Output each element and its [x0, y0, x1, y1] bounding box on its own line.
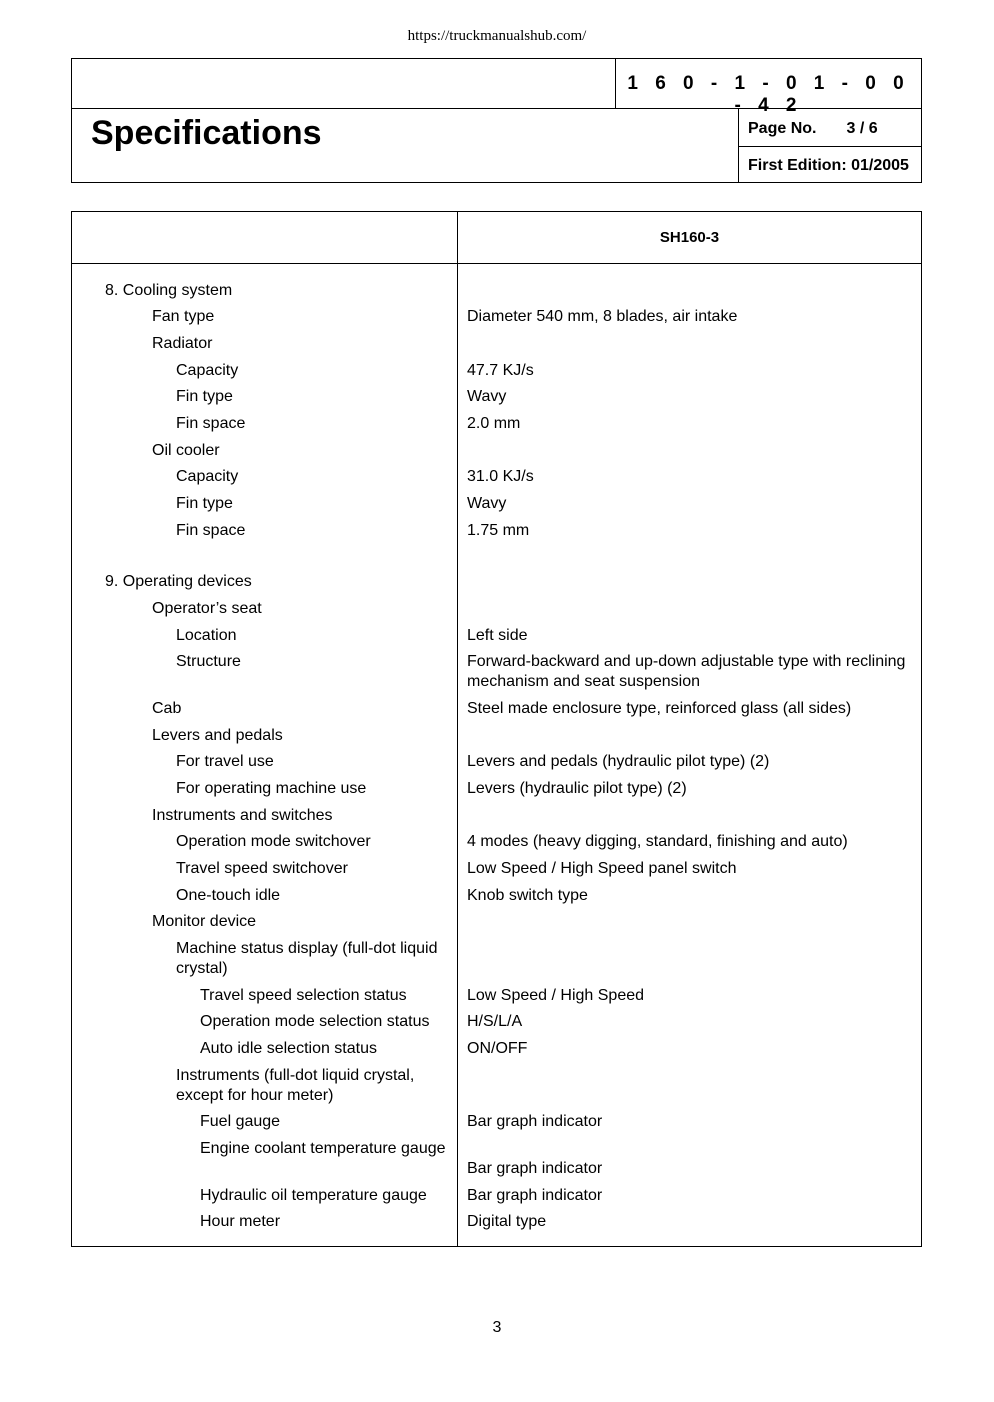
spec-value: Diameter 540 mm, 8 blades, air intake — [467, 308, 738, 325]
spec-value: Levers (hydraulic pilot type) (2) — [467, 780, 687, 797]
spec-label: Machine status display (full-dot liquid crystal) — [176, 940, 438, 977]
spec-label: Operator’s seat — [152, 600, 262, 617]
column-divider — [457, 212, 458, 1246]
spec-label: For travel use — [176, 753, 274, 770]
header-divider — [738, 146, 921, 147]
spec-value: Knob switch type — [467, 887, 588, 904]
spec-label: Monitor device — [152, 913, 257, 930]
page-title: Specifications — [91, 114, 322, 152]
spec-value: Digital type — [467, 1213, 547, 1230]
spec-label: Levers and pedals — [152, 727, 283, 744]
spec-label: Instruments (full-dot liquid crystal, except for hour meter) — [176, 1067, 415, 1104]
spec-value: Bar graph indicator — [467, 1160, 603, 1177]
spec-value: Bar graph indicator — [467, 1187, 603, 1204]
spec-value: ON/OFF — [467, 1040, 528, 1057]
spec-label: Travel speed switchover — [176, 860, 348, 877]
source-url: https://truckmanualshub.com/ — [407, 28, 587, 44]
spec-label: Auto idle selection status — [200, 1040, 377, 1057]
spec-table — [71, 211, 922, 1247]
spec-label: Capacity — [176, 362, 239, 379]
spec-label: Structure — [176, 653, 241, 670]
spec-label: Radiator — [152, 335, 213, 352]
spec-label: One-touch idle — [176, 887, 281, 904]
spec-label: Instruments and switches — [152, 807, 333, 824]
spec-value: 31.0 KJ/s — [467, 468, 534, 485]
spec-value: 47.7 KJ/s — [467, 362, 534, 379]
spec-section: 8. Cooling system — [105, 282, 233, 299]
spec-value: Steel made enclosure type, reinforced glass (all sides) — [467, 700, 852, 717]
spec-value: Levers and pedals (hydraulic pilot type) (2) — [467, 753, 770, 770]
spec-value: 2.0 mm — [467, 415, 521, 432]
page-number-label: Page No. — [748, 120, 817, 137]
spec-value: 1.75 mm — [467, 522, 530, 539]
spec-label: Fin space — [176, 522, 246, 539]
document-number: 1 6 0 - 1 - 0 1 - 0 0 - 4 2 — [627, 73, 910, 116]
spec-label: Operation mode selection status — [200, 1013, 430, 1030]
spec-section: 9. Operating devices — [105, 573, 252, 590]
spec-value: H/S/L/A — [467, 1013, 523, 1030]
page-number-box — [748, 120, 878, 138]
spec-value: Low Speed / High Speed — [467, 987, 645, 1004]
spec-label: Operation mode switchover — [176, 833, 371, 850]
spec-label: Hydraulic oil temperature gauge — [200, 1187, 427, 1204]
spec-value: Wavy — [467, 388, 507, 405]
page-number-value: 3 / 6 — [846, 120, 878, 137]
spec-label: Fin space — [176, 415, 246, 432]
spec-value: Left side — [467, 627, 528, 644]
edition-label: First Edition: 01/2005 — [748, 157, 909, 174]
spec-value: Wavy — [467, 495, 507, 512]
spec-label: Fin type — [176, 388, 233, 405]
spec-label: Hour meter — [200, 1213, 281, 1230]
spec-label: Oil cooler — [152, 442, 220, 459]
spec-value: Forward-backward and up-down adjustable type with reclining mechanism and seat suspension — [467, 653, 906, 690]
spec-label: Fuel gauge — [200, 1113, 281, 1130]
model-column-header: SH160-3 — [659, 229, 720, 246]
spec-label: Capacity — [176, 468, 239, 485]
spec-value: 4 modes (heavy digging, standard, finishing and auto) — [467, 833, 848, 850]
spec-label: For operating machine use — [176, 780, 367, 797]
spec-value: Low Speed / High Speed panel switch — [467, 860, 737, 877]
document-header — [71, 58, 922, 183]
spec-label: Fin type — [176, 495, 233, 512]
page-footer-number: 3 — [492, 1319, 502, 1336]
spec-label: Engine coolant temperature gauge — [200, 1140, 446, 1157]
spec-value: Bar graph indicator — [467, 1113, 603, 1130]
spec-label: Location — [176, 627, 237, 644]
spec-label: Travel speed selection status — [200, 987, 407, 1004]
header-row-divider — [72, 263, 921, 264]
spec-label: Cab — [152, 700, 182, 717]
spec-label: Fan type — [152, 308, 215, 325]
